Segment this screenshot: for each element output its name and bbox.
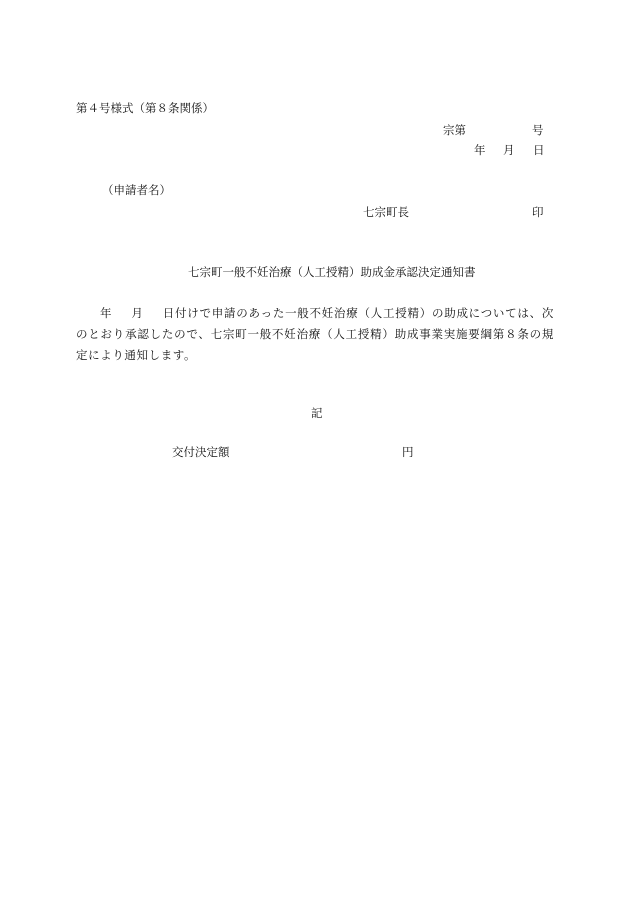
date-day: 日 (533, 143, 545, 157)
document-number-suffix: 号 (532, 123, 544, 137)
seal-mark: 印 (532, 205, 544, 219)
date-year: 年 (474, 143, 486, 157)
recipient-name: （申請者名） (102, 183, 171, 197)
note-heading: 記 (311, 406, 323, 420)
grant-amount-unit: 円 (402, 445, 414, 459)
notice-body (76, 303, 554, 366)
form-number-label: 第４号様式（第８条関係） (76, 101, 214, 115)
body-year: 年 (100, 306, 113, 320)
grant-amount-label: 交付決定額 (172, 445, 230, 459)
body-month: 月 (131, 306, 144, 320)
body-text: 日付けで申請のあった一般不妊治療（人工授精）の助成については、次のとおり承認したので、七宗町一般不妊治療（人工授精）助成事業実施要綱第８条の規定により通知します。 (76, 306, 554, 362)
document-title: 七宗町一般不妊治療（人工授精）助成金承認決定通知書 (188, 265, 476, 279)
document-number-prefix: 宗第 (443, 123, 466, 137)
date-month: 月 (503, 143, 515, 157)
issuer-title: 七宗町長 (363, 205, 409, 219)
